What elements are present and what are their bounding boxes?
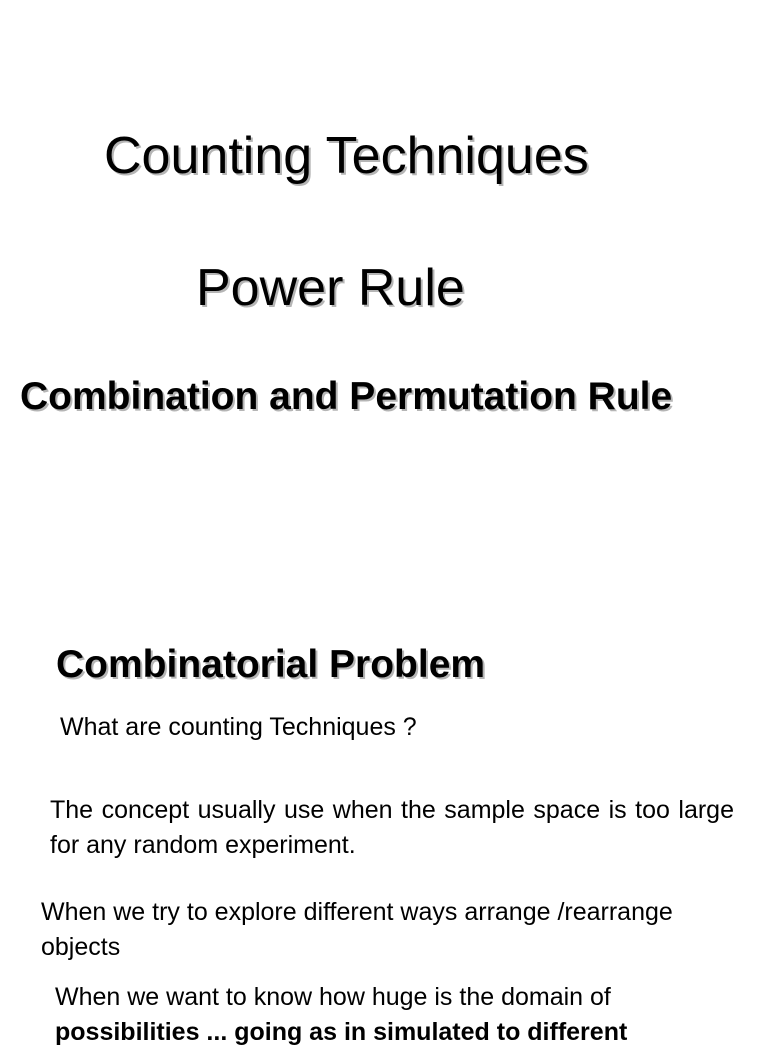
- section-heading: Combinatorial Problem: [56, 643, 486, 686]
- paragraph-domain: [55, 980, 745, 1050]
- paragraph-domain-line1: When we want to know how huge is the domain of: [55, 983, 611, 1011]
- content-slide: [0, 560, 768, 1046]
- question-text: What are counting Techniques ?: [60, 713, 417, 741]
- slide-title: Counting Techniques: [104, 127, 589, 185]
- paragraph-domain-line2: possibilities ... going as in simulated to different: [55, 1018, 628, 1046]
- slide-subtitle: Power Rule: [196, 259, 465, 317]
- slide-heading: Combination and Permutation Rule: [20, 375, 673, 418]
- paragraph-concept: The concept usually use when the sample space is too large for any random experiment.: [50, 796, 734, 859]
- paragraph-explore: When we try to explore different ways arrange /rearrange objects: [41, 898, 673, 961]
